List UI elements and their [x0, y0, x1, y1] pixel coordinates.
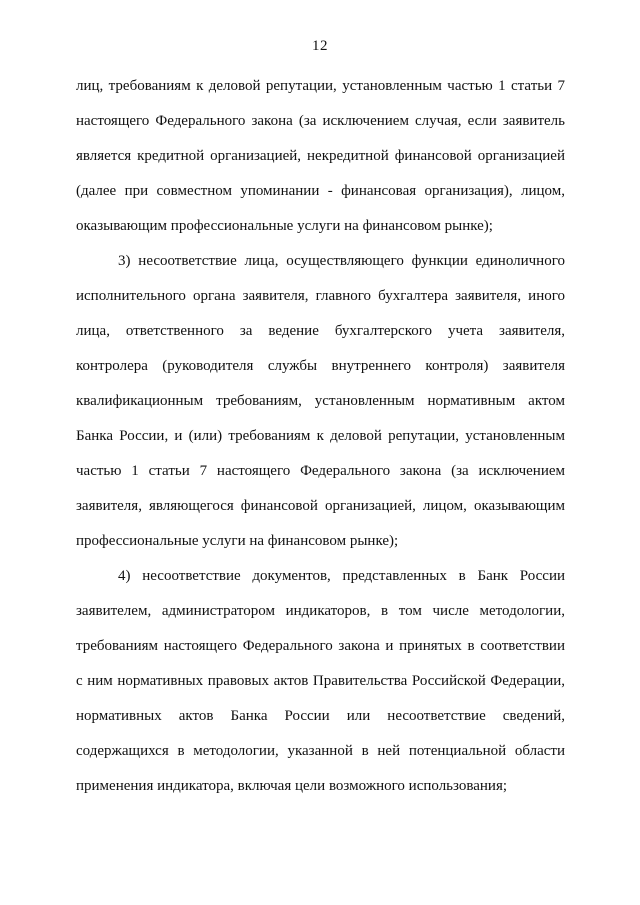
- paragraph-3-line: заявителем, администратором индикаторов, в том числе методологии,: [76, 603, 565, 619]
- paragraph-1-line: настоящего Федерального закона (за исключением случая, если заявитель: [76, 113, 565, 129]
- paragraph-2-line: заявителя, являющегося финансовой организацией, лицом, оказывающим: [76, 498, 565, 514]
- paragraph-1-line: (далее при совместном упоминании - финансовая организация), лицом,: [76, 183, 565, 199]
- paragraph-2-line: частью 1 статьи 7 настоящего Федерального закона (за исключением: [76, 463, 565, 479]
- paragraph-3-line: нормативных актов Банка России или несоответствие сведений,: [76, 708, 565, 724]
- paragraph-3-line: содержащихся в методологии, указанной в ней потенциальной области: [76, 743, 565, 759]
- paragraph-2-line: профессиональные услуги на финансовом рынке);: [76, 533, 399, 549]
- paragraph-1-line: лиц, требованиям к деловой репутации, установленным частью 1 статьи 7: [76, 78, 565, 94]
- paragraph-3-line: применения индикатора, включая цели возможного использования;: [76, 778, 508, 794]
- paragraph-2-line: исполнительного органа заявителя, главного бухгалтера заявителя, иного: [76, 288, 565, 304]
- paragraph-2-line: Банка России, и (или) требованиям к деловой репутации, установленным: [76, 428, 565, 444]
- paragraph-3-line: 4) несоответствие документов, представленных в Банк России: [118, 568, 565, 584]
- paragraph-3-line: требованиям настоящего Федерального закона и принятых в соответствии: [76, 638, 565, 654]
- paragraph-1-line: оказывающим профессиональные услуги на финансовом рынке);: [76, 218, 493, 234]
- page-number: 12: [312, 38, 328, 54]
- paragraph-2-line: лица, ответственного за ведение бухгалтерского учета заявителя,: [76, 323, 565, 339]
- paragraph-1-line: является кредитной организацией, некредитной финансовой организацией: [76, 148, 565, 164]
- paragraph-2-line: квалификационным требованиям, установленным нормативным актом: [76, 393, 565, 409]
- paragraph-3-line: с ним нормативных правовых актов Правительства Российской Федерации,: [76, 673, 565, 689]
- paragraph-2-line: 3) несоответствие лица, осуществляющего функции единоличного: [118, 253, 565, 269]
- paragraph-2-line: контролера (руководителя службы внутреннего контроля) заявителя: [76, 358, 565, 374]
